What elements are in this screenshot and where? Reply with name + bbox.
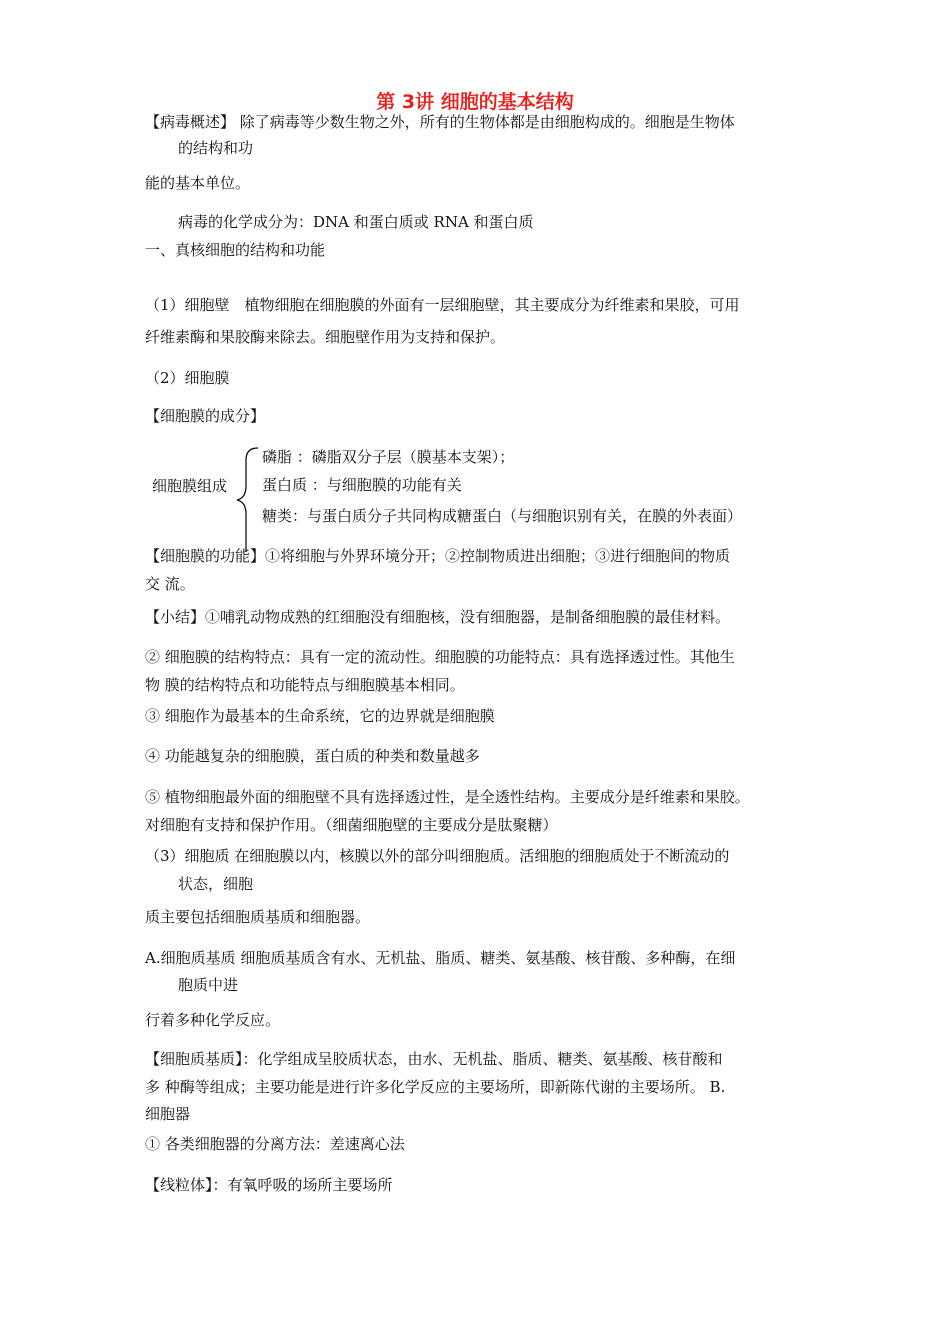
matrix-line-1: A.细胞质基质 细胞质基质含有水、无机盐、脂质、糖类、氨基酸、核苷酸、多种酶，在细 xyxy=(145,949,736,967)
brace-item-sugar: 糖类：与蛋白质分子共同构成糖蛋白（与细胞识别有关，在膜的外表面） xyxy=(262,507,743,525)
section-heading-eukaryotic: 一、真核细胞的结构和功能 xyxy=(145,241,326,259)
summary-line-7: 对细胞有支持和保护作用。（细菌细胞壁的主要成分是肽聚糖） xyxy=(145,816,558,834)
brace-item-phospholipid: 磷脂 ：磷脂双分子层（膜基本支架）； xyxy=(262,448,515,466)
page-title: 第 3讲 细胞的基本结构 xyxy=(376,91,574,113)
summary-line-6: ⑤ 植物细胞最外面的细胞壁不具有选择透过性，是全透性结构。主要成分是纤维素和果胶。 xyxy=(145,788,750,806)
cell-wall-line-1: （1）细胞壁 植物细胞在细胞膜的外面有一层细胞壁，其主要成分为纤维素和果胶，可用 xyxy=(145,296,740,314)
virus-overview-line-2: 的结构和功 xyxy=(178,139,254,157)
organelle-separation: ① 各类细胞器的分离方法：差速离心法 xyxy=(145,1135,405,1153)
summary-line-5: ④ 功能越复杂的细胞膜，蛋白质的种类和数量越多 xyxy=(145,747,480,765)
summary-line-3: 物 膜的结构特点和功能特点与细胞膜基本相同。 xyxy=(145,676,465,694)
membrane-function-line-2: 交 流。 xyxy=(145,575,195,593)
summary-line-1: 【小结】①哺乳动物成熟的红细胞没有细胞核，没有细胞器，是制备细胞膜的最佳材料。 xyxy=(145,608,731,626)
matrix-note-line-1: 【细胞质基质】：化学组成呈胶质状态，由水、无机盐、脂质、糖类、氨基酸、核苷酸和 xyxy=(145,1050,723,1068)
cell-wall-line-2: 纤维素酶和果胶酶来除去。细胞壁作用为支持和保护。 xyxy=(145,328,506,346)
brace-bracket xyxy=(234,446,260,554)
membrane-composition-label: 细胞膜组成 xyxy=(152,477,228,495)
virus-composition: 病毒的化学成分为：DNA 和蛋白质或 RNA 和蛋白质 xyxy=(178,213,534,231)
matrix-note-line-2: 多 种酶等组成；主要功能是进行许多化学反应的主要场所，即新陈代谢的主要场所。 B. xyxy=(145,1078,726,1096)
virus-overview-line-1: 【病毒概述】 除了病毒等少数生物之外，所有的生物体都是由细胞构成的。细胞是生物体 xyxy=(145,113,735,131)
membrane-function-line-1: 【细胞膜的功能】①将细胞与外界环境分开；②控制物质进出细胞；③进行细胞间的物质 xyxy=(145,547,731,565)
organelle-heading: 细胞器 xyxy=(145,1105,191,1123)
cytoplasm-line-3: 质主要包括细胞质基质和细胞器。 xyxy=(145,908,371,926)
matrix-line-3: 行着多种化学反应。 xyxy=(145,1011,281,1029)
cytoplasm-line-2: 状态，细胞 xyxy=(178,875,254,893)
summary-line-2: ② 细胞膜的结构特点：具有一定的流动性。细胞膜的功能特点：具有选择透过性。其他生 xyxy=(145,648,735,666)
virus-overview-line-3: 能的基本单位。 xyxy=(145,174,251,192)
matrix-line-2: 胞质中进 xyxy=(178,976,239,994)
summary-line-4: ③ 细胞作为最基本的生命系统，它的边界就是细胞膜 xyxy=(145,707,495,725)
brace-item-protein: 蛋白质 ：与细胞膜的功能有关 xyxy=(262,476,462,494)
cytoplasm-line-1: （3）细胞质 在细胞膜以内，核膜以外的部分叫细胞质。活细胞的细胞质处于不断流动的 xyxy=(145,847,730,865)
cell-membrane-heading: （2）细胞膜 xyxy=(145,369,230,387)
membrane-components-heading: 【细胞膜的成分】 xyxy=(145,407,266,425)
mitochondria-line: 【线粒体】：有氧呼吸的场所主要场所 xyxy=(145,1176,393,1194)
